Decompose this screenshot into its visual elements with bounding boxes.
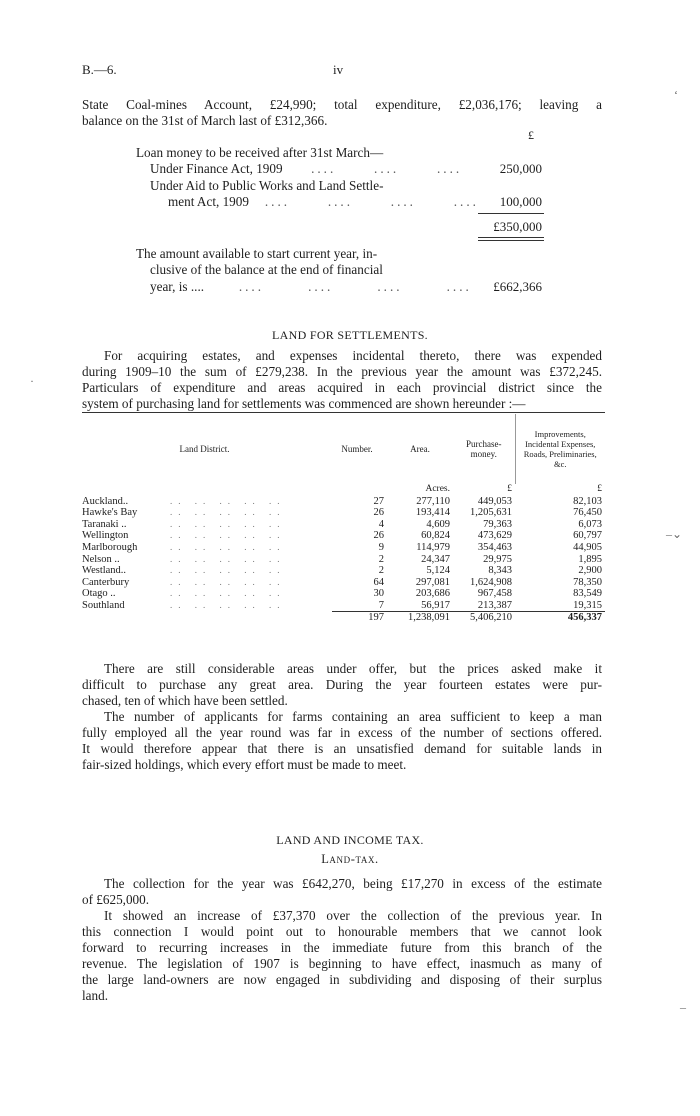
available-line: The amount available to start current year, in- [136, 246, 378, 261]
text-line: There are still considerable areas under offer, but the prices asked make it [104, 661, 602, 676]
table-row [82, 565, 605, 577]
district-name: Westland.. [82, 565, 127, 577]
text-line: the large land-owners are now engaged in subdividing and disposing of their surplus [82, 972, 602, 987]
text-line: The number of applicants for farms containing an area sufficient to keep a man [104, 709, 602, 724]
loan-currency-label: £ [528, 128, 534, 142]
text-line: difficult to purchase any great area. During the year fourteen estates were pur- [82, 677, 602, 692]
area-cell: 5,124 [426, 565, 450, 577]
improvements-cell: 83,549 [573, 588, 602, 600]
loan-item-public-works: Under Aid to Public Works and Land Settle- [150, 178, 384, 193]
improvements-cell: 44,905 [573, 541, 602, 553]
text-line: It would therefore appear that there is an unsatisfied demand for suitable lands in [82, 741, 602, 756]
available-amount: £662,366 [493, 279, 542, 294]
offer-paragraph [82, 661, 602, 709]
sum-rule [478, 213, 544, 214]
area-cell: 297,081 [415, 576, 450, 588]
number-cell: 27 [373, 495, 384, 507]
purchase-cell: 967,458 [477, 588, 512, 600]
col-header-number: Number. [341, 444, 373, 454]
table-row [82, 542, 605, 554]
purchase-cell: 29,975 [483, 553, 512, 565]
loan-item-public-works-cont: ment Act, 1909 .... .... .... .... [168, 194, 479, 209]
total-improvements: 456,337 [567, 611, 602, 623]
section-heading-land-for-settlements: LAND FOR SETTLEMENTS. [272, 328, 428, 342]
text-line: of £625,000. [82, 892, 150, 907]
margin-mark: – [680, 1000, 686, 1014]
subheading-land-tax: Land-tax. [321, 852, 379, 866]
purchase-cell: 79,363 [483, 518, 512, 530]
section-heading-land-and-income-tax: LAND AND INCOME TAX. [276, 833, 424, 847]
total-rule-top [478, 237, 544, 238]
page-reference: B.—6. [82, 62, 117, 77]
improvements-cell: 76,450 [573, 507, 602, 519]
text-line: balance on the 31st of March last of £312,366. [82, 113, 328, 128]
row-leader: .. .. .. .. .. [170, 495, 286, 506]
col-header-area: Area. [410, 444, 430, 454]
improvements-cell: 82,103 [573, 495, 602, 507]
total-rule-bottom [478, 240, 544, 241]
purchase-cell: 1,624,908 [470, 576, 512, 588]
row-leader: .. .. .. .. .. [170, 541, 286, 552]
available-line: clusive of the balance at the end of financial [150, 262, 383, 277]
col-header-improvements: Improvements, Incidental Expenses, Roads, Preliminaries, &c. [515, 414, 605, 484]
unit-improvements: £ [597, 484, 602, 494]
improvements-cell: 60,797 [573, 530, 602, 542]
text-line: fair-sized holdings, which every effort must be made to meet. [82, 757, 407, 772]
purchase-cell: 449,053 [477, 495, 512, 507]
loan-amount-finance-act: 250,000 [499, 161, 542, 176]
text-line: State Coal-mines Account, £24,990; total expenditure, £2,036,176; leaving a [82, 97, 602, 112]
district-name: Wellington [82, 530, 129, 542]
margin-mark: · [30, 374, 34, 388]
loan-amount-public-works: 100,000 [499, 194, 542, 209]
table-row [82, 600, 605, 612]
text-line: It showed an increase of £37,370 over the collection of the previous year. In [104, 908, 602, 923]
district-name: Auckland.. [82, 495, 129, 507]
text-line: fully employed all the year round was far in excess of the number of sections offered. [82, 725, 602, 740]
table-top-rule [82, 412, 605, 413]
text-line: forward to recurring increases in the immediate future from this branch of the [82, 940, 602, 955]
table-row [82, 530, 605, 542]
unit-area: Acres. [425, 484, 450, 494]
purchase-cell: 1,205,631 [470, 507, 512, 519]
table-row [82, 496, 605, 508]
row-leader: .. .. .. .. .. [170, 507, 286, 518]
table-total-rule [332, 611, 605, 612]
row-leader: .. .. .. .. .. [170, 518, 286, 529]
unit-purchase: £ [507, 484, 512, 494]
land-settlements-paragraph [82, 348, 602, 412]
area-cell: 114,979 [416, 541, 450, 553]
number-cell: 64 [373, 576, 384, 588]
district-name: Hawke's Bay [82, 507, 138, 519]
applicants-paragraph [82, 709, 602, 773]
district-name: Nelson .. [82, 553, 120, 565]
number-cell: 9 [378, 541, 384, 553]
total-number: 197 [368, 611, 384, 623]
land-tax-increase-paragraph [82, 908, 602, 1004]
total-area: 1,238,091 [408, 611, 450, 623]
table-totals-row [82, 612, 605, 624]
text-line: chased, ten of which have been settled. [82, 693, 288, 708]
row-leader: .. .. .. .. .. [170, 553, 286, 564]
number-cell: 26 [373, 530, 384, 542]
improvements-cell: 1,895 [578, 553, 602, 565]
table-row [82, 507, 605, 519]
district-name: Southland [82, 599, 125, 611]
text-line: this connection I would point out to honourable members that we cannot look [82, 924, 602, 939]
area-cell: 24,347 [421, 553, 450, 565]
text-line: land. [82, 988, 109, 1003]
text-line: revenue. The legislation of 1907 is beginning to have effect, inasmuch as many of [82, 956, 602, 971]
number-cell: 2 [378, 553, 384, 565]
table-row [82, 577, 605, 589]
col-header-land-district: Land District. [179, 444, 230, 454]
total-purchase: 5,406,210 [470, 611, 512, 623]
area-cell: 60,824 [421, 530, 450, 542]
row-leader: .. .. .. .. .. [170, 576, 286, 587]
row-leader: .. .. .. .. .. [170, 530, 286, 541]
table-units-row [82, 484, 605, 496]
district-name: Marlborough [82, 541, 138, 553]
purchase-cell: 213,387 [477, 599, 512, 611]
district-name: Canterbury [82, 576, 130, 588]
loan-item-finance-act: Under Finance Act, 1909 .... .... .... [150, 161, 463, 176]
area-cell: 56,917 [421, 599, 450, 611]
district-name: Otago .. [82, 588, 116, 600]
page-number: iv [333, 62, 344, 77]
text-line: system of purchasing land for settlements was commenced are shown hereunder :— [82, 396, 526, 411]
available-line-last: year, is .... .... .... .... .... [150, 279, 472, 294]
row-leader: .. .. .. .. .. [170, 588, 286, 599]
purchase-cell: 473,629 [477, 530, 512, 542]
intro-paragraph [82, 97, 602, 129]
text-line: For acquiring estates, and expenses incidental thereto, there was expended [104, 348, 602, 363]
col-header-purchase-money: Purchase-money. [466, 439, 502, 459]
table-row [82, 554, 605, 566]
number-cell: 26 [373, 507, 384, 519]
margin-mark: –⌄ [666, 527, 683, 541]
improvements-cell: 78,350 [573, 576, 602, 588]
land-tax-collection-paragraph [82, 876, 602, 908]
number-cell: 30 [373, 588, 384, 600]
loan-heading: Loan money to be received after 31st March— [136, 145, 384, 160]
text-line: during 1909–10 the sum of £279,238. In the previous year the amount was £372,245. [82, 364, 602, 379]
improvements-cell: 6,073 [578, 518, 602, 530]
number-cell: 2 [378, 565, 384, 577]
improvements-cell: 19,315 [573, 599, 602, 611]
margin-mark: ‘ [674, 88, 678, 102]
area-cell: 193,414 [415, 507, 450, 519]
district-name: Taranaki .. [82, 518, 127, 530]
land-district-table [82, 414, 605, 623]
text-line: The collection for the year was £642,270, being £17,270 in excess of the estimate [104, 876, 602, 891]
purchase-cell: 354,463 [477, 541, 512, 553]
table-row [82, 519, 605, 531]
purchase-cell: 8,343 [488, 565, 512, 577]
text-line: Particulars of expenditure and areas acquired in each provincial district since the [82, 380, 602, 395]
area-cell: 4,609 [426, 518, 450, 530]
loan-total: £350,000 [493, 219, 542, 234]
number-cell: 7 [378, 599, 384, 611]
table-body [82, 484, 605, 612]
improvements-cell: 2,900 [578, 565, 602, 577]
area-cell: 277,110 [416, 495, 450, 507]
row-leader: .. .. .. .. .. [170, 565, 286, 576]
number-cell: 4 [378, 518, 384, 530]
area-cell: 203,686 [415, 588, 450, 600]
table-row [82, 588, 605, 600]
row-leader: .. .. .. .. .. [170, 599, 286, 610]
